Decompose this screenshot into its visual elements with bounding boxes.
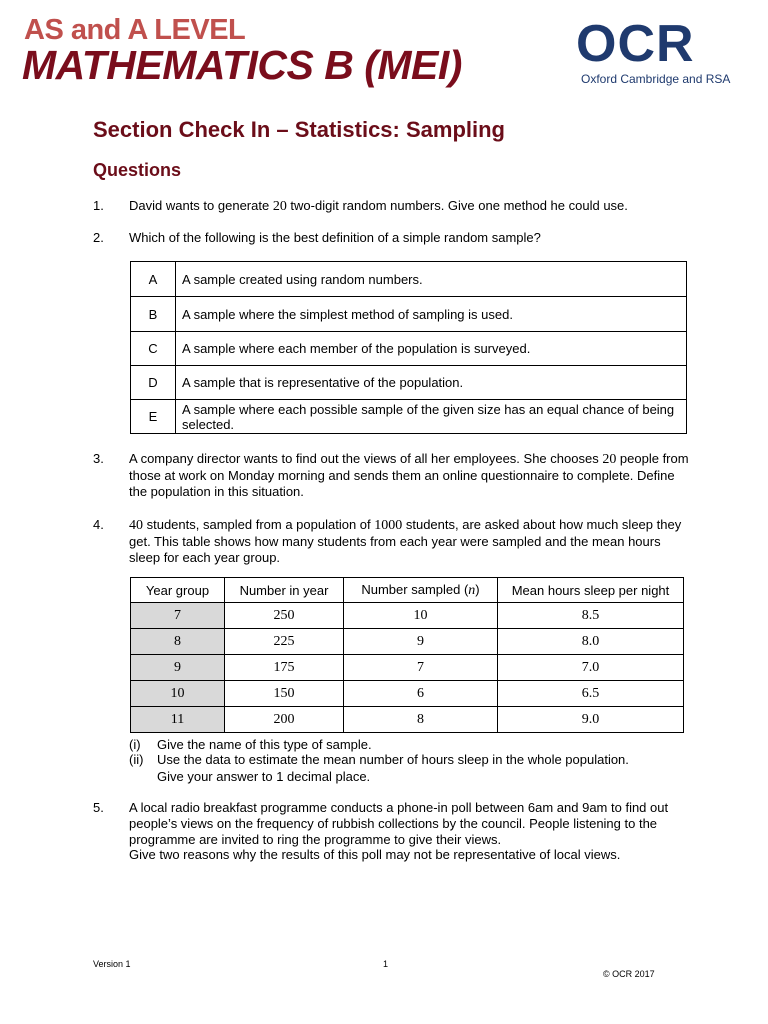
math-number: 20 [602,452,617,467]
table-cell: 8 [131,629,225,655]
table-row [131,707,684,733]
option-letter: B [131,297,176,332]
table-cell: 8 [344,707,498,733]
question-number: 2. [93,230,104,245]
table-cell: 225 [225,629,344,655]
math-number: 40 [129,518,143,533]
logo-wordmark: OCR [576,15,695,73]
table-cell: 6 [344,681,498,707]
option-row [131,400,687,434]
question-text-part: students, are asked about how much sleep they get. This table shows how many students from each year were sampled and the mean hours sleep for each year group. [129,517,682,565]
question-text-continued: Give two reasons why the results of this poll may not be representative of local views. [129,847,621,862]
table-cell: 10 [131,681,225,707]
option-row [131,262,687,297]
question-text-part: A company director wants to find out the views of all her employees. She chooses [129,451,603,466]
math-variable: n [468,582,476,598]
question-text: A local radio breakfast programme conducts a phone-in poll between 6am and 9am to find out people’s views on the frequency of rubbish collections by the council. People listening to the programme are invited to ring the programme to give their views. [129,800,669,847]
table-row [131,681,684,707]
sample-data-table [130,577,684,733]
option-text: A sample where each member of the population is surveyed. [176,332,687,366]
table-row [131,629,684,655]
option-letter: A [131,262,176,297]
table-cell: 8.0 [498,629,684,655]
option-text: A sample created using random numbers. [176,262,687,297]
table-cell: 10 [344,603,498,629]
column-header-text: Number sampled ( [361,581,469,597]
footer-page-number: 1 [383,959,389,969]
option-text: A sample where each possible sample of the given size has an equal chance of being selected. [176,400,687,434]
column-header [344,578,498,603]
table-cell: 250 [225,603,344,629]
question-number: 1. [93,198,104,213]
table-cell: 200 [225,707,344,733]
table-cell: 9 [344,629,498,655]
part-label: (i) [129,737,141,752]
question-text-part: students, sampled from a population of [143,517,375,532]
part-text: Give your answer to 1 decimal place. [157,769,371,784]
question-number: 5. [93,800,104,815]
table-row [131,655,684,681]
column-header: Number in year [225,578,344,603]
option-letter: C [131,332,176,366]
question-number: 3. [93,451,104,466]
table-cell: 6.5 [498,681,684,707]
part-text: Use the data to estimate the mean number of hours sleep in the whole population. [157,752,629,767]
question-number: 4. [93,517,104,532]
question-text: Which of the following is the best definition of a simple random sample? [129,230,541,245]
column-header: Year group [131,578,225,603]
option-row [131,297,687,332]
question-text-part: people from those at work on Monday morning and sends them an online questionnaire to complete. Define the population in this situation. [129,451,689,499]
header-qualification: AS and A LEVEL [24,14,246,46]
option-text: A sample that is representative of the population. [176,366,687,400]
page-title: Section Check In – Statistics: Sampling [93,117,505,142]
part-text: Give the name of this type of sample. [157,737,372,752]
table-cell: 150 [225,681,344,707]
ocr-logo [576,15,746,92]
question-text [129,517,689,566]
table-cell: 11 [131,707,225,733]
table-cell: 7 [344,655,498,681]
math-number: 20 [272,199,287,214]
table-cell: 7.0 [498,655,684,681]
math-number: 1000 [374,518,403,533]
option-row [131,332,687,366]
table-cell: 7 [131,603,225,629]
options-table [130,261,687,434]
question-text [129,451,689,500]
question-text-part: two-digit random numbers. Give one method he could use. [286,198,628,213]
question-text-part: David wants to generate [129,198,273,213]
table-cell: 9.0 [498,707,684,733]
header-subject: MATHEMATICS B (MEI) [22,42,462,88]
option-row [131,366,687,400]
footer-version: Version 1 [93,959,131,969]
table-cell: 9 [131,655,225,681]
table-cell: 8.5 [498,603,684,629]
footer-copyright: © OCR 2017 [603,969,655,979]
logo-tagline: Oxford Cambridge and RSA [581,72,731,86]
table-cell: 175 [225,655,344,681]
table-row [131,603,684,629]
column-header: Mean hours sleep per night [498,578,684,603]
option-letter: D [131,366,176,400]
column-header-text: ) [475,581,480,597]
option-letter: E [131,400,176,434]
section-heading: Questions [93,160,182,180]
option-text: A sample where the simplest method of sampling is used. [176,297,687,332]
table-header-row [131,578,684,603]
question-text [129,198,689,215]
part-label: (ii) [129,752,144,767]
